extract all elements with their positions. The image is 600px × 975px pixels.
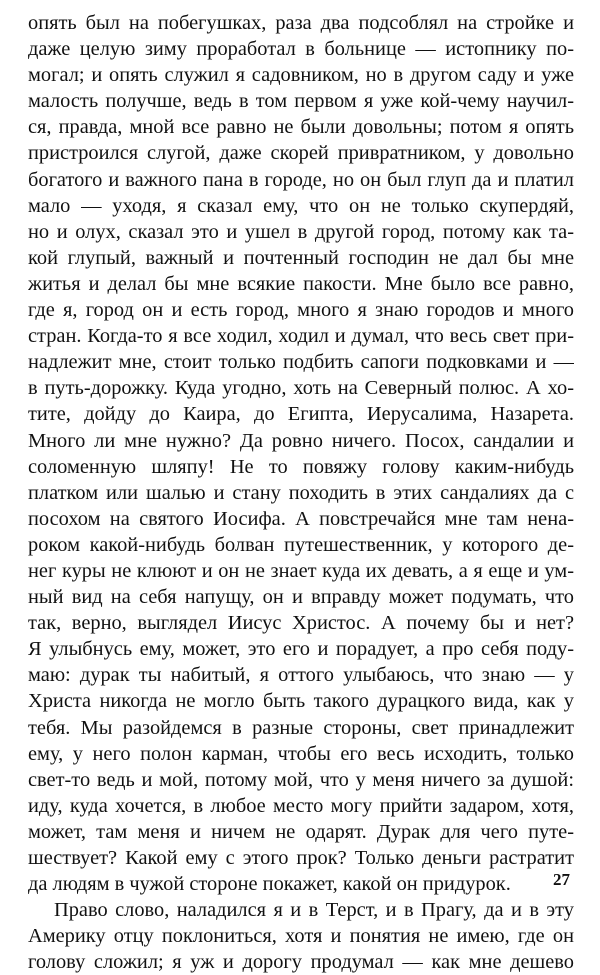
text-line: Америку отцу поклониться, хотя и понятия не имею, где он bbox=[28, 925, 574, 948]
text-line: пристроился слугой, даже скорей привратником, у довольно bbox=[28, 142, 574, 165]
text-line: кой глупый, важный и почтенный господин не дал бы мне bbox=[28, 246, 574, 269]
text-line: где я, город он и есть город, много я знаю городов и много bbox=[28, 299, 574, 322]
paragraph bbox=[28, 10, 574, 897]
text-line: ный вид на себя напущу, он и вправду может подумать, что bbox=[28, 586, 574, 609]
page-number: 27 bbox=[553, 870, 570, 889]
text-line: соломенную шляпу! Не то повяжу голову каким-нибудь bbox=[28, 455, 574, 478]
text-line: да людям в чужой стороне покажет, какой он придурок. bbox=[28, 873, 511, 896]
text-line: ся, правда, мной все равно не были довольны; потом я опять bbox=[28, 116, 574, 139]
text-line: тите, дойду до Каира, до Египта, Иерусалима, Назарета. bbox=[28, 403, 574, 426]
text-line: житья и делал бы мне всякие пакости. Мне было все равно, bbox=[28, 272, 574, 295]
text-line: стран. Когда-то я все ходил, ходил и думал, что весь свет при- bbox=[28, 325, 574, 348]
text-line: ему, у него полон карман, чтобы его весь исходить, только bbox=[28, 742, 574, 765]
text-line: в путь-дорожку. Куда угодно, хоть на Северный полюс. А хо- bbox=[28, 377, 574, 400]
text-line: Много ли мне нужно? Да ровно ничего. Посох, сандалии и bbox=[28, 429, 574, 452]
text-line: малость получше, ведь в том первом я уже кой-чему научил- bbox=[28, 90, 574, 113]
text-line: Я улыбнусь ему, может, это его и порадует, а про себя поду- bbox=[28, 638, 574, 661]
text-line: мало — уходя, я сказал ему, что он не только скупердяй, bbox=[28, 194, 574, 217]
text-line: но и олух, сказал это и ушел в другой город, потому как та- bbox=[28, 220, 574, 243]
body-text bbox=[28, 10, 574, 975]
text-line: даже целую зиму проработал в больнице — истопнику по- bbox=[28, 38, 574, 61]
text-line: надлежит мне, стоит только подбить сапоги подковками и — bbox=[28, 351, 574, 374]
text-line: платком или шалью и стану походить в этих сандалиях да с bbox=[28, 481, 574, 504]
text-line: свет-то ведь и мой, потому мой, что у меня ничего за душой: bbox=[28, 768, 574, 791]
text-line: роком какой-нибудь болван путешественник, у которого де- bbox=[28, 533, 574, 556]
text-line: опять был на побегушках, раза два подсоблял на стройке и bbox=[28, 12, 574, 34]
text-line: тебя. Мы разойдемся в разные стороны, свет принадлежит bbox=[28, 716, 574, 739]
paragraph bbox=[28, 897, 574, 975]
text-line: Христа никогда не могло быть такого дурацкого вида, как у bbox=[28, 690, 574, 713]
text-line: может, там меня и ничем не одарят. Дурак для чего путе- bbox=[28, 820, 574, 843]
text-line: голову сложил; я уж и дорогу продумал — как мне дешево bbox=[28, 951, 574, 974]
text-line: маю: дурак ты набитый, я оттого улыбаюсь, что знаю — у bbox=[28, 664, 574, 687]
text-line: Право слово, наладился я и в Терст, и в Прагу, да и в эту bbox=[54, 899, 574, 922]
text-line: богатого и важного пана в городе, но он был глуп да и платил bbox=[28, 168, 574, 191]
text-line: посохом на святого Иосифа. А повстречайся мне там нена- bbox=[28, 507, 574, 530]
text-line: шествует? Какой ему с этого прок? Только деньги растратит bbox=[28, 847, 574, 869]
text-line: иду, куда хочется, в любое место могу прийти задаром, хотя, bbox=[28, 794, 574, 817]
text-line: так, верно, выглядел Иисус Христос. А почему бы и нет? bbox=[28, 612, 574, 635]
text-line: нег куры не клюют и он не знает куда их девать, а я еще и ум- bbox=[28, 559, 574, 582]
text-line: могал; и опять служил я садовником, но в другом саду и уже bbox=[28, 64, 574, 87]
